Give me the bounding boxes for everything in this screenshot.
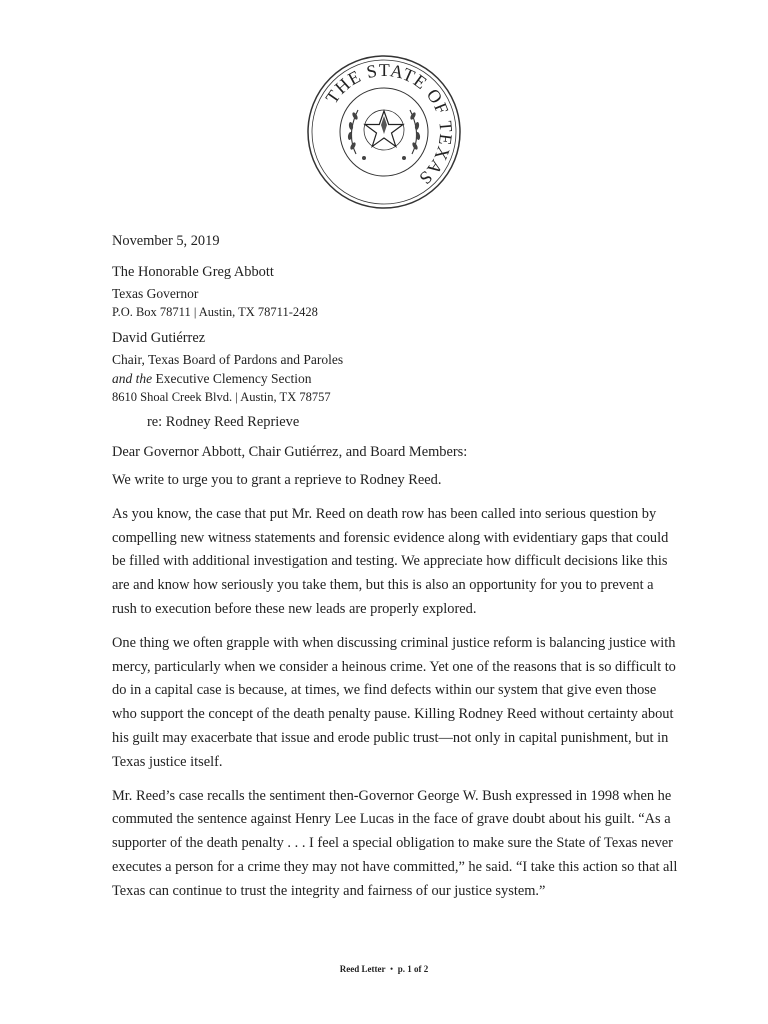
footer-label: Reed Letter xyxy=(339,964,386,974)
footer-page-prefix: p. xyxy=(397,964,405,974)
recipient-title-secondary xyxy=(112,369,680,388)
footer-page-suffix: of 2 xyxy=(413,964,429,974)
recipient-address: 8610 Shoal Creek Blvd. | Austin, TX 78757 xyxy=(112,390,331,404)
title-rest: Executive Clemency Section xyxy=(152,371,312,386)
page-footer xyxy=(0,964,768,974)
footer-separator: • xyxy=(390,964,394,974)
recipient-board-chair xyxy=(112,327,680,407)
recipient-title: Chair, Texas Board of Pardons and Paroles xyxy=(112,352,344,367)
re-text: re: Rodney Reed Reprieve xyxy=(147,414,300,430)
letter-date xyxy=(112,230,680,253)
recipient-title: Texas Governor xyxy=(112,286,199,301)
recipient-name: David Gutiérrez xyxy=(112,330,206,346)
date-text: November 5, 2019 xyxy=(112,233,220,249)
salutation-text: Dear Governor Abbott, Chair Gutiérrez, and Board Members: xyxy=(112,444,468,460)
salutation xyxy=(112,441,680,464)
body-paragraph: We write to urge you to grant a reprieve to Rodney Reed. xyxy=(112,472,442,488)
body-paragraph: As you know, the case that put Mr. Reed on death row has been called into serious question by compelling new witness statements and forensic evidence along with evidentiary gaps that could be filled with additional investigation and testing. We appreciate how difficult decisions like this are and know how seriously you take them, but this is also an opportunity for you to prevent a rush to execution before these new leads are properly explored. xyxy=(112,505,669,617)
re-line xyxy=(112,411,680,434)
letter-body xyxy=(112,469,680,914)
title-prefix: and the xyxy=(112,371,153,386)
body-paragraph: Mr. Reed’s case recalls the sentiment then-Governor George W. Bush expressed in 1998 when he commuted the sentence against Henry Lee Lucas in the face of grave doubt about his guilt. “As a supporter of the death penalty . . . I feel a special obligation to make sure the State of Texas never executes a person for a crime they may not have committed,” he said. “I take this action so that all Texas can continue to trust the integrity and fairness of our justice system.” xyxy=(112,787,678,899)
texas-state-seal xyxy=(306,54,462,210)
body-paragraph: One thing we often grapple with when discussing criminal justice reform is balancing justice with mercy, particularly when we consider a heinous crime. Yet one of the reasons that is so difficult to do in a capital case is because, at times, we find defects within our system that give even those who support the concept of the death penalty pause. Killing Rodney Reed without certainty about his guilt may exacerbate that issue and erode public trust—not only in capital punishment, but in Texas justice itself. xyxy=(112,634,676,770)
footer-page-number: 1 xyxy=(407,964,412,974)
seal-ring-text: THE STATE OF TEXAS xyxy=(321,59,457,190)
recipient-governor xyxy=(112,261,680,322)
recipient-address: P.O. Box 78711 | Austin, TX 78711-2428 xyxy=(112,305,318,319)
recipient-name: The Honorable Greg Abbott xyxy=(112,264,274,280)
